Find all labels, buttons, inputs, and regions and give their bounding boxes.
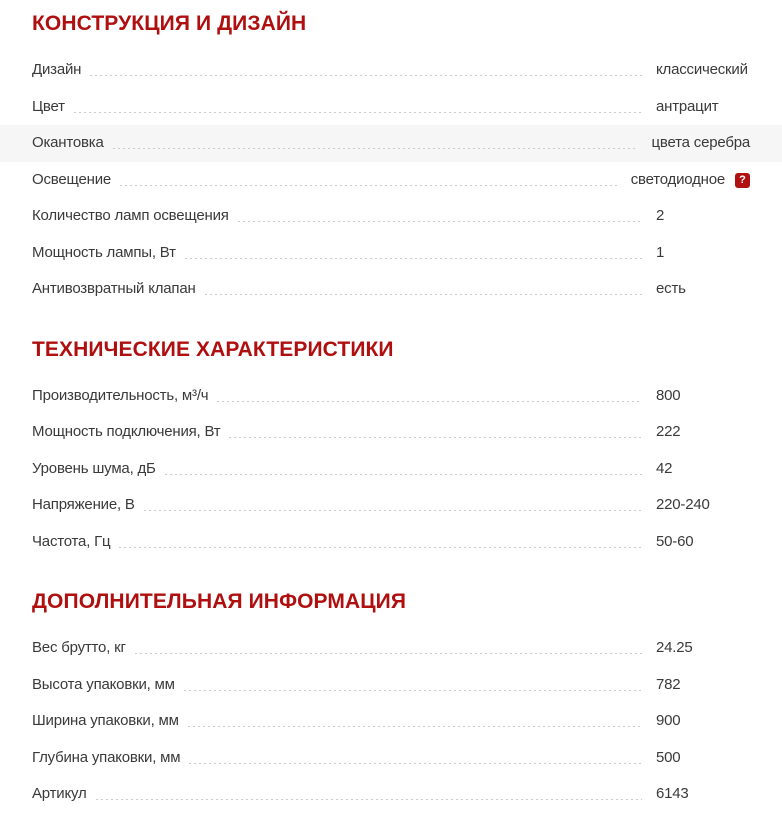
spec-label: Уровень шума, дБ [32, 459, 156, 477]
spec-value: 222 [656, 423, 681, 440]
spec-section [0, 338, 782, 561]
spec-value: классический [656, 61, 748, 78]
section-title: КОНСТРУКЦИЯ И ДИЗАЙН [32, 12, 307, 35]
spec-value-cell [631, 162, 750, 199]
spec-label: Мощность лампы, Вт [32, 243, 176, 261]
spec-label: Частота, Гц [32, 532, 111, 550]
spec-label: Глубина упаковки, мм [32, 748, 181, 766]
spec-value: антрацит [656, 97, 719, 115]
spec-label: Артикул [32, 785, 87, 802]
dotted-leader [205, 294, 642, 295]
spec-rows [0, 378, 782, 561]
spec-value-cell [656, 271, 750, 308]
help-icon[interactable]: ? [735, 173, 750, 188]
spec-section [0, 0, 782, 308]
dotted-leader [189, 763, 642, 764]
spec-row [0, 89, 782, 126]
spec-value: светодиодное [630, 170, 726, 188]
dotted-leader [119, 547, 642, 548]
dotted-leader [113, 148, 638, 149]
spec-row [0, 414, 782, 451]
spec-value-cell [656, 487, 750, 524]
spec-value-cell [652, 125, 750, 162]
dotted-leader [185, 258, 642, 259]
spec-label: Антивозвратный клапан [32, 280, 196, 297]
spec-row [0, 630, 782, 667]
spec-label: Цвет [32, 97, 65, 115]
spec-label: Вес брутто, кг [32, 639, 126, 656]
spec-row [0, 487, 782, 524]
spec-row [0, 524, 782, 561]
spec-row [0, 740, 782, 777]
dotted-leader [188, 726, 642, 727]
spec-rows [0, 630, 782, 813]
spec-row [0, 271, 782, 308]
spec-value-cell [656, 703, 750, 740]
spec-value-cell [656, 414, 750, 451]
dotted-leader [184, 690, 642, 691]
spec-value: 2 [656, 207, 665, 224]
spec-value: есть [656, 280, 686, 297]
section-title: ДОПОЛНИТЕЛЬНАЯ ИНФОРМАЦИЯ [32, 590, 407, 613]
spec-row [0, 378, 782, 415]
dotted-leader [238, 221, 642, 222]
spec-value: 782 [656, 675, 681, 693]
spec-value: 50-60 [656, 532, 694, 550]
spec-value-cell [656, 198, 750, 235]
spec-value: 6143 [656, 785, 689, 802]
spec-label: Напряжение, В [32, 496, 135, 513]
spec-value-cell [656, 524, 750, 561]
spec-label: Освещение [32, 170, 112, 188]
spec-value: 42 [656, 459, 673, 477]
dotted-leader [90, 75, 642, 76]
spec-value: 1 [656, 243, 665, 261]
spec-label: Количество ламп освещения [32, 207, 229, 224]
section-title: ТЕХНИЧЕСКИЕ ХАРАКТЕРИСТИКИ [32, 337, 394, 361]
spec-rows [0, 52, 782, 308]
spec-value-cell [656, 630, 750, 667]
dotted-leader [229, 437, 642, 438]
spec-value: цвета серебра [651, 134, 750, 151]
spec-label: Дизайн [32, 61, 82, 78]
spec-label: Мощность подключения, Вт [32, 423, 221, 440]
spec-value: 800 [656, 386, 681, 404]
spec-value-cell [656, 667, 750, 704]
spec-label: Высота упаковки, мм [32, 675, 175, 693]
dotted-leader [96, 799, 642, 800]
spec-value-cell [656, 52, 750, 89]
spec-value: 500 [656, 748, 681, 766]
spec-label: Окантовка [32, 134, 104, 151]
spec-value: 220-240 [656, 496, 710, 513]
spec-row [0, 198, 782, 235]
spec-row [0, 776, 782, 813]
spec-value-cell [656, 776, 750, 813]
spec-value-cell [656, 89, 750, 126]
spec-row [0, 451, 782, 488]
spec-value-cell [656, 451, 750, 488]
spec-section [0, 590, 782, 813]
dotted-leader [74, 112, 642, 113]
spec-value: 24.25 [656, 639, 693, 656]
spec-value-cell [656, 235, 750, 272]
dotted-leader [217, 401, 642, 402]
spec-value-cell [656, 378, 750, 415]
spec-row [0, 703, 782, 740]
spec-row [0, 162, 782, 199]
spec-value-cell [656, 740, 750, 777]
dotted-leader [120, 185, 617, 186]
spec-label: Ширина упаковки, мм [32, 712, 179, 729]
spec-row [0, 235, 782, 272]
dotted-leader [135, 653, 642, 654]
dotted-leader [165, 474, 642, 475]
dotted-leader [144, 510, 642, 511]
spec-value: 900 [656, 712, 681, 729]
spec-row [0, 125, 782, 162]
spec-row [0, 667, 782, 704]
spec-label: Производительность, м³/ч [32, 386, 209, 404]
spec-row [0, 52, 782, 89]
